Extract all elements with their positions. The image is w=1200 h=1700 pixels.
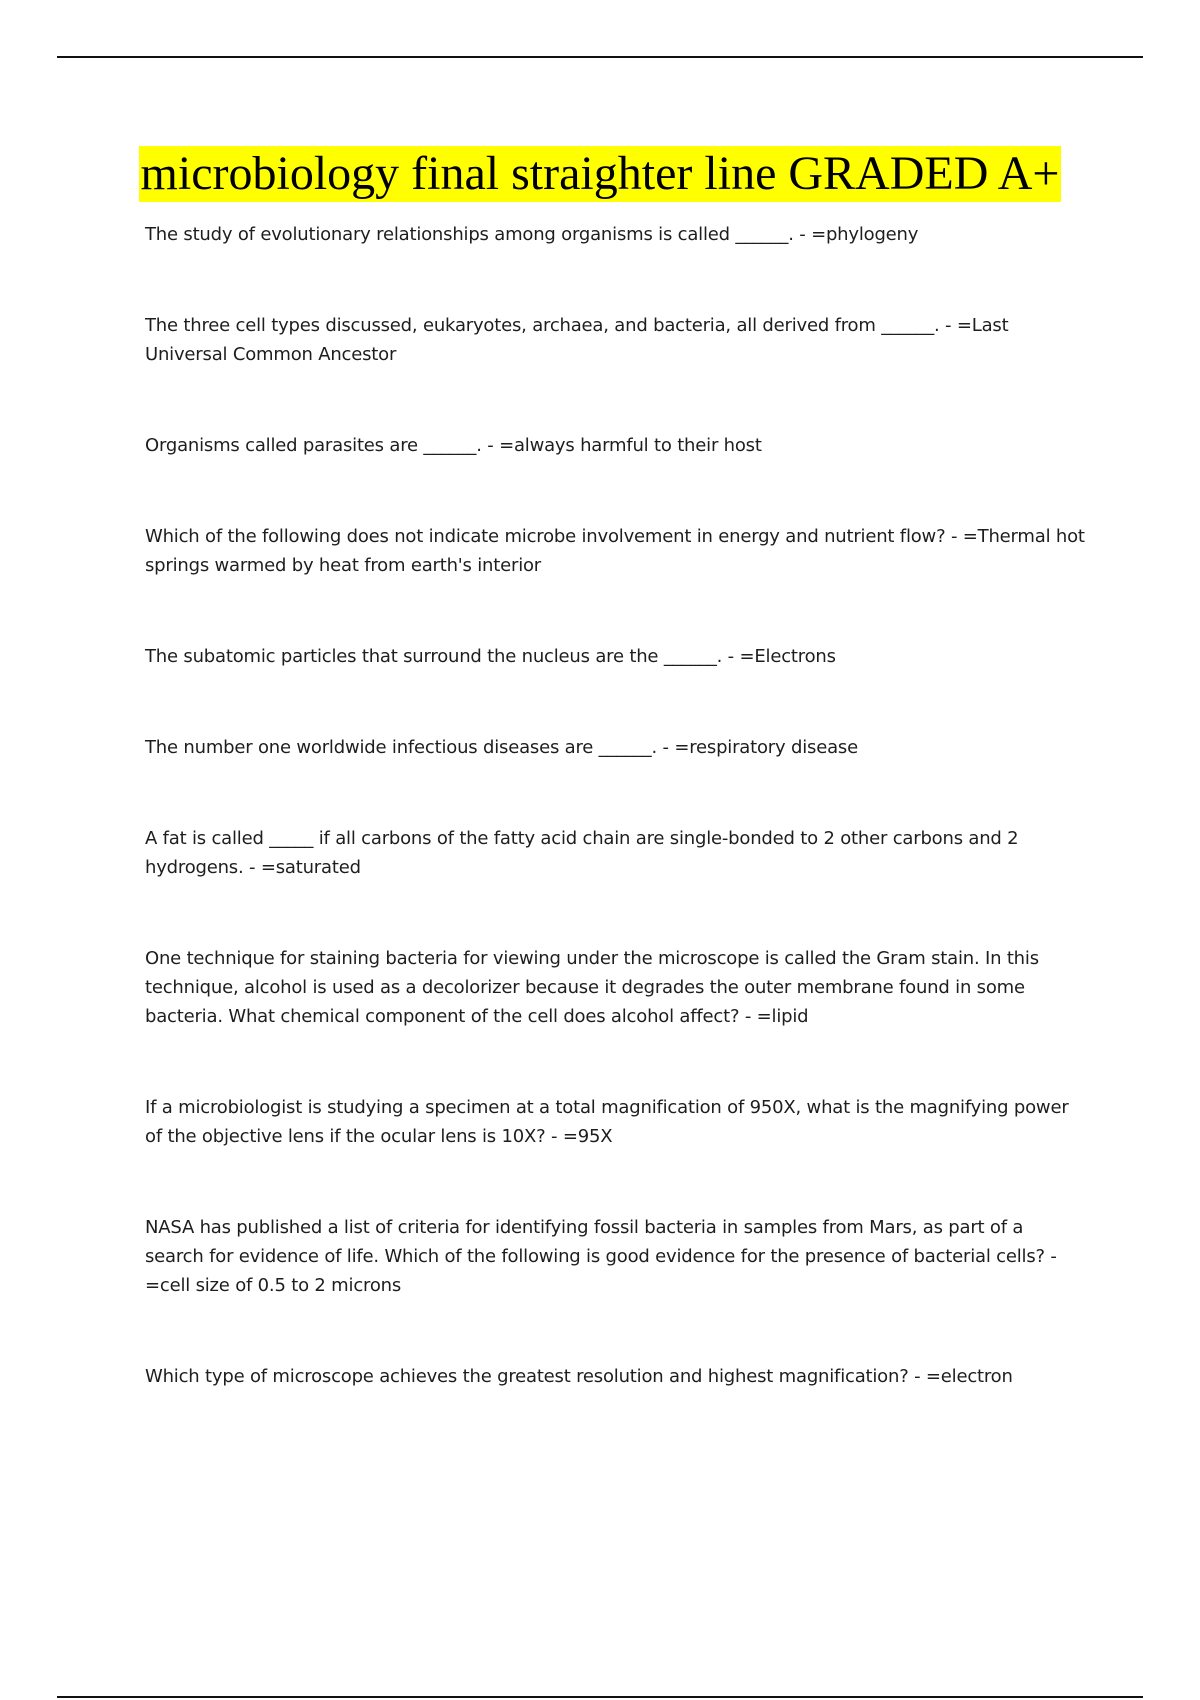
qa-item: NASA has published a list of criteria for identifying fossil bacteria in samples from Mars, as part of a search for evidence of life. Which of the following is good evidence for the presence of bacterial cells? - =cell size of 0.5 to 2 microns [145, 1217, 1057, 1296]
qa-item: Organisms called parasites are ______. - =always harmful to their host [145, 435, 762, 456]
question-answer-list [145, 220, 1085, 1453]
qa-item: The study of evolutionary relationships among organisms is called ______. - =phylogeny [145, 224, 919, 245]
top-rule [57, 56, 1143, 58]
qa-item: A fat is called _____ if all carbons of the fatty acid chain are single-bonded to 2 other carbons and 2 hydrogens. - =saturated [145, 828, 1019, 878]
qa-item: The three cell types discussed, eukaryotes, archaea, and bacteria, all derived from ______. - =Last Universal Common Ancestor [145, 315, 1009, 365]
qa-item: If a microbiologist is studying a specimen at a total magnification of 950X, what is the magnifying power of the objective lens if the ocular lens is 10X? - =95X [145, 1097, 1069, 1147]
document-title: microbiology final straighter line GRADED A+ [140, 147, 1060, 200]
title-container [0, 146, 1200, 202]
qa-item: Which of the following does not indicate microbe involvement in energy and nutrient flow? - =Thermal hot springs warmed by heat from earth's interior [145, 526, 1085, 576]
qa-item: The number one worldwide infectious diseases are ______. - =respiratory disease [145, 737, 858, 758]
bottom-rule [57, 1696, 1143, 1698]
qa-item: Which type of microscope achieves the greatest resolution and highest magnification? - =electron [145, 1366, 1013, 1387]
qa-item: The subatomic particles that surround the nucleus are the ______. - =Electrons [145, 646, 836, 667]
qa-item: One technique for staining bacteria for viewing under the microscope is called the Gram stain. In this technique, alcohol is used as a decolorizer because it degrades the outer membrane found in some bacteria. What chemical component of the cell does alcohol affect? - =lipid [145, 948, 1039, 1027]
